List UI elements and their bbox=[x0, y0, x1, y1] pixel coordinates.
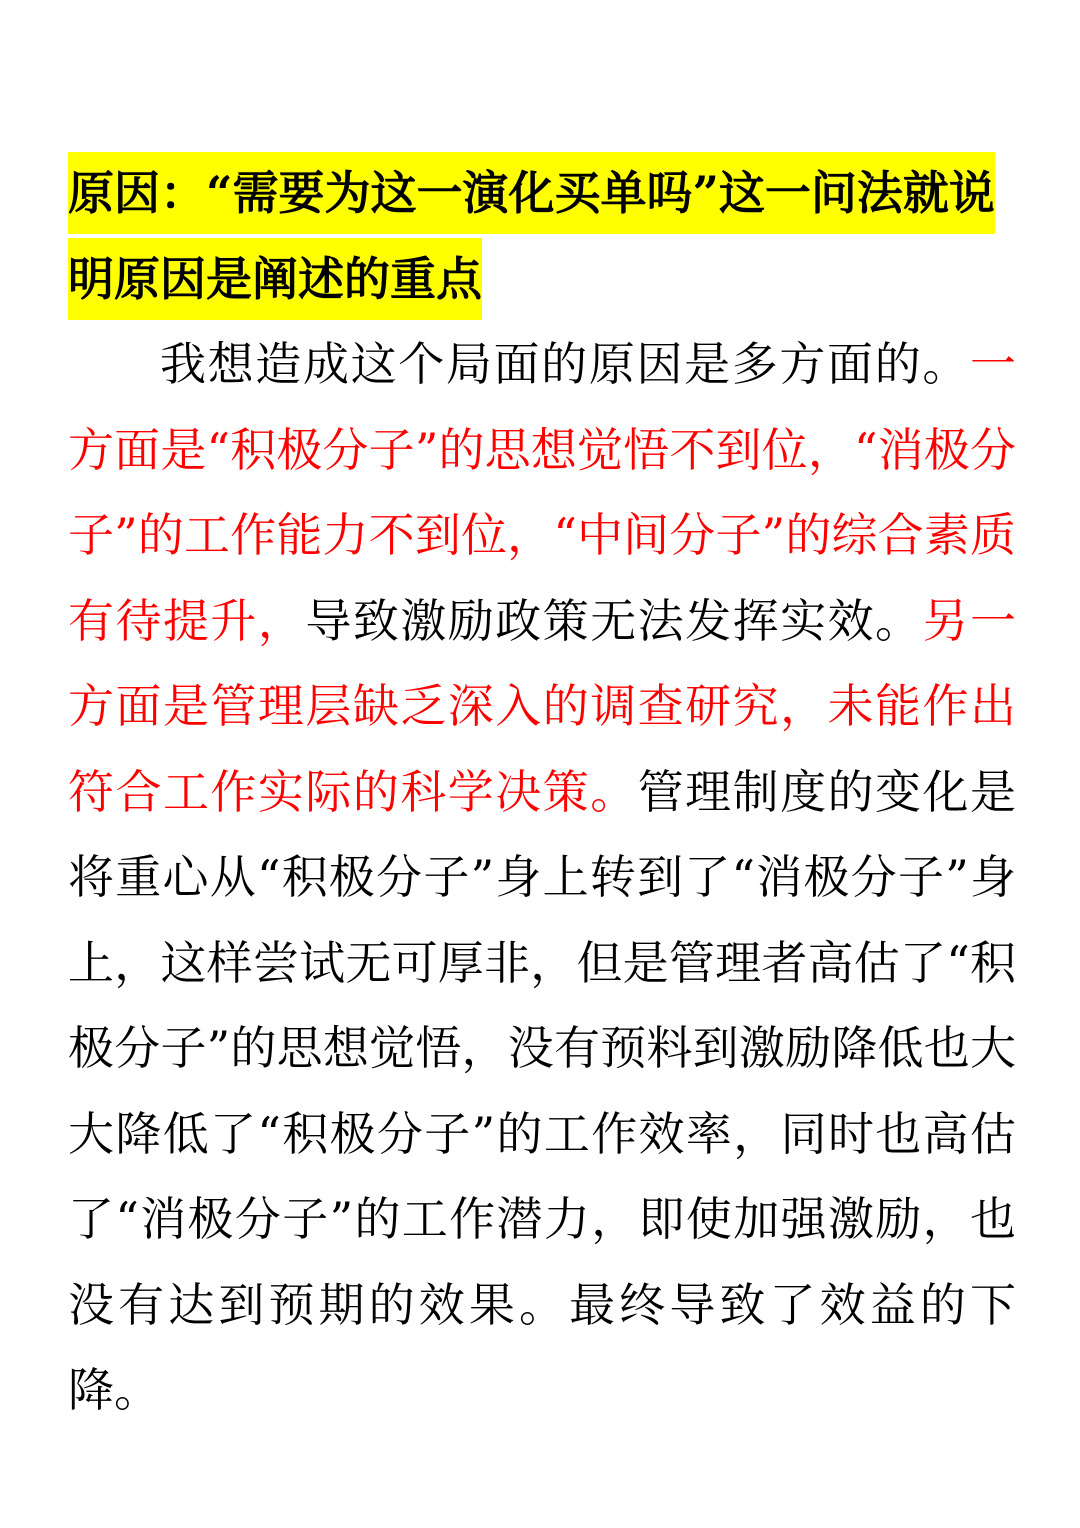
document-page bbox=[68, 150, 1016, 1434]
heading bbox=[68, 150, 1016, 322]
text-segment-consequence: 导致激励政策无法发挥实效。 bbox=[305, 593, 923, 648]
text-segment-intro: 我想造成这个局面的原因是多方面的。 bbox=[160, 337, 970, 391]
body-paragraph bbox=[68, 322, 1016, 1434]
text-segment-reason-two: 另一方面是管理层缺乏深入的调查研究，未能作出符合工作实际的科学决策。 bbox=[68, 593, 1017, 819]
text-segment-analysis: 管理制度的变化是将重心从“积极分子”身上转到了“消极分子”身上，这样尝试无可厚非，但是管理者高估了“积极分子”的思想觉悟，没有预料到激励降低也大大降低了“积极分子”的工作效率，同时也高估了“消极分子”的工作潜力，即使加强激励，也没有达到预期的效果。最终导致了效益的下降。 bbox=[68, 764, 1017, 1417]
text-segment-reason-one: 一方面是“积极分子”的思想觉悟不到位，“消极分子”的工作能力不到位，“中间分子”的综合素质有待提升， bbox=[68, 337, 1016, 648]
highlighted-heading-text: 原因：“需要为这一演化买单吗”这一问法就说明原因是阐述的重点 bbox=[68, 152, 995, 320]
